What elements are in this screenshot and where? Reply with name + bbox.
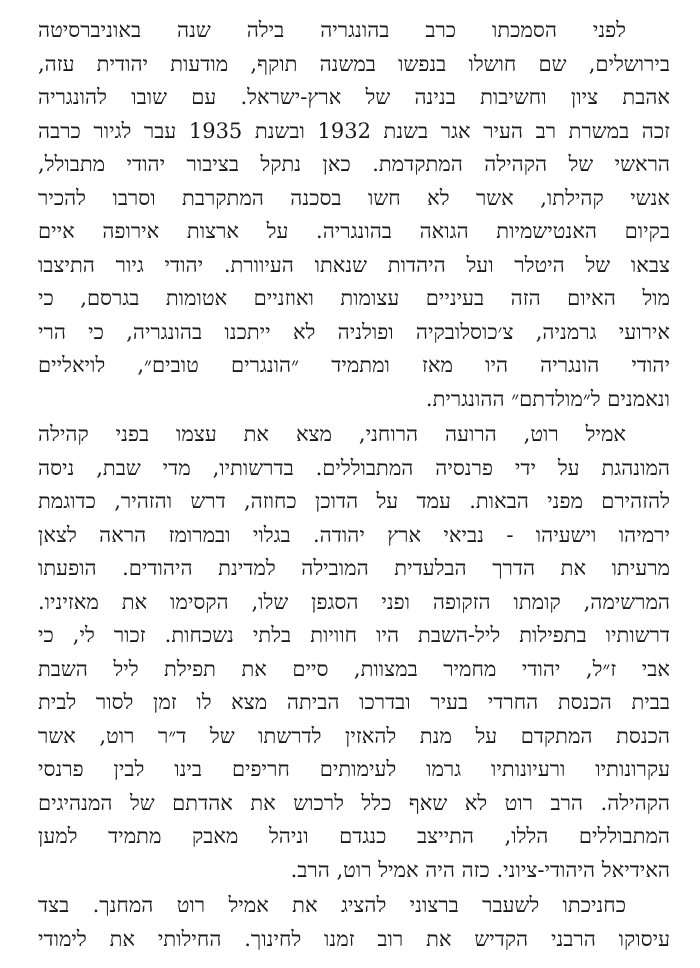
text-line: אירועי גרמניה, צ׳כוסלובקיה ופולניה לא ייתכנו בהונגריה, כי הרי [38, 319, 670, 344]
paragraph-2 [38, 418, 670, 887]
text-line: הקהילה. הרב רוט לא שאף כלל לרכוש את אהדתם של המנהיגים [38, 790, 670, 815]
text-line: עיסוקו הרבני הקדיש את רוב זמנו לחינוך. החילותי את לימודי [38, 926, 670, 951]
text-line: אנשי קהילתו, אשר לא חשו בסכנה המתקרבת וסרבו להכיר [38, 185, 670, 210]
text-line: עקרונותיו ורעיונותיו גרמו לעימותים חריפים בינו לבין פרנסי [38, 757, 670, 781]
text-line: מול האיום הזה בעיניים עצומות ואוזניים אטומות בגרסם, כי [38, 286, 670, 310]
text-line: בירושלים, שם חושלו בנפשו במשנה תוקף, מודעות יהודית עזה, [38, 51, 670, 76]
text-line: בקיום האנטישמיות הגואה בהונגריה. על ארצות אירופה איים [38, 219, 670, 243]
paragraph-3 [38, 889, 670, 956]
text-line: הכנסת המתקדם על מנת להאזין לדרשתו של ד״ר רוט, אשר [38, 723, 670, 748]
text-line: אמיל רוט, הרועה הרוחני, מצא את עצמו בפני קהילה [38, 422, 626, 446]
text-line: אבי ז״ל, יהודי מחמיר במצוות, סיים את תפילת ליל השבת [38, 656, 670, 681]
text-line: מרעיתו את הדרך הבלעדית המובילה למדינת היהודים. הופעתו [38, 556, 670, 580]
text-line: ירמיהו וישעיהו - נביאי ארץ יהודה. בגלוי ובמרומז הראה לצאן [38, 522, 670, 547]
text-line: זכה במשרת רב העיר אגר בשנת 1932 ובשנת 1935 עבר לגיור כרבה [38, 118, 670, 143]
text-line: לפני הסמכתו כרב בהונגריה בילה שנה באוניברסיטה [38, 18, 626, 42]
text-line: המרשימה, קומתו הזקופה ופני הסגפן שלו, הקסימו את מאזיניו. [38, 589, 670, 614]
text-line: המתבוללים הללו, התייצב כנגדם וניהל מאבק מתמיד למען [38, 824, 670, 848]
text-line: האידיאל היהודי-ציוני. כזה היה אמיל רוט, הרב. [290, 857, 670, 882]
text-line: הראשי של הקהילה המתקדמת. כאן נתקל בציבור יהודי מתבולל, [38, 152, 670, 176]
paragraph-1 [38, 14, 670, 416]
text-line: אהבת ציון וחשיבות בנינה של ארץ-ישראל. עם שובו להונגריה [38, 85, 670, 109]
text-line: בבית הכנסת החרדי בעיר ובדרכו הביתה מצא לו זמן לסור לבית [38, 690, 670, 714]
text-line: צבאו של היטלר ועל היהדות שנאתו העיוורת. יהודי גיור התיצבו [38, 252, 670, 277]
text-line: המונהגת על ידי פרנסיה המתבוללים. בדרשותיו, מדי שבת, ניסה [38, 455, 670, 480]
text-line: כחניכתו לשעבר ברצוני להציג את אמיל רוט המחנך. בצד [38, 893, 626, 917]
text-line: להזהירם מפני הבאות. עמד על הדוכן כחוזה, דרש והזהיר, כדוגמת [38, 489, 670, 513]
document-page [38, 14, 670, 964]
text-line: ונאמנים ל״מולדתם״ ההונגרית. [425, 386, 670, 411]
text-line: יהודי הונגריה היו מאז ומתמיד ״הונגרים טובים״, לויאליים [38, 353, 670, 377]
text-line: דרשותיו בתפילות ליל-השבת היו חוויות בלתי נשכחות. זכור לי, כי [38, 623, 670, 647]
